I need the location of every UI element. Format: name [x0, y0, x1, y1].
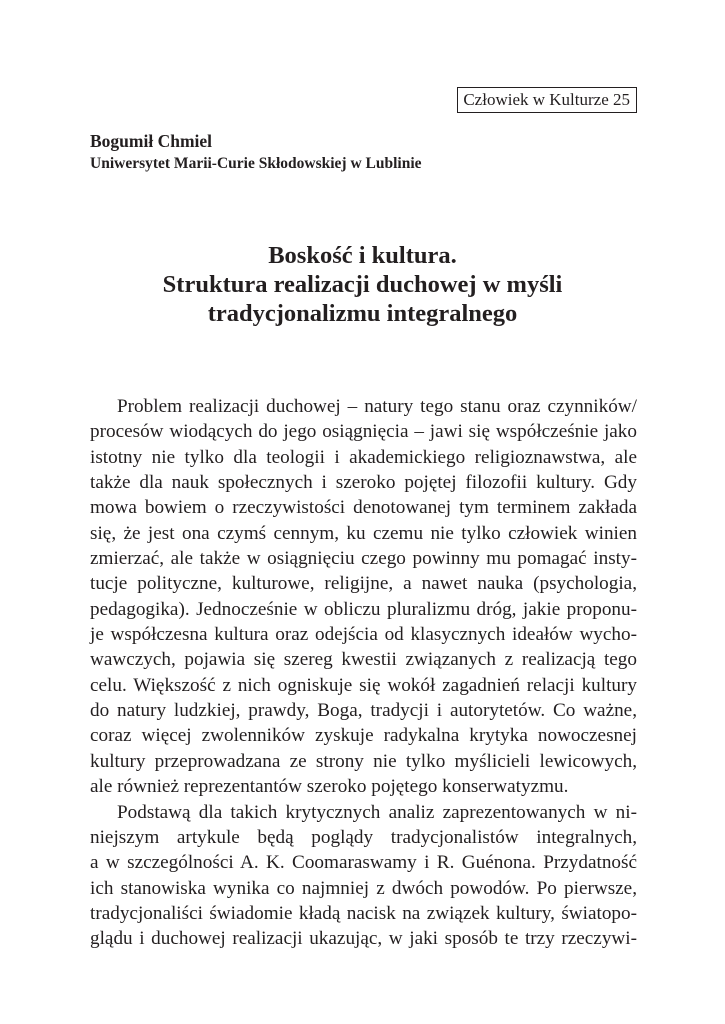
body-line: istotny nie tylko dla teologii i akademickiego religioznawstwa, ale — [90, 446, 637, 468]
body-line: niejszym artykule będą poglądy tradycjonalistów integralnych, — [90, 826, 637, 848]
body-line: się, że jest ona czymś cennym, ku czemu nie tylko człowiek winien — [90, 522, 637, 544]
body-line: Problem realizacji duchowej – natury tego stanu oraz czynników/ — [117, 396, 637, 417]
body-line: glądu i duchowej realizacji ukazując, w jaki sposób te trzy rzeczywi- — [90, 928, 637, 950]
title-line: tradycjonalizmu integralnego — [207, 300, 518, 327]
body-line: tradycjonaliści świadomie kładą nacisk na związek kultury, światopo- — [90, 902, 637, 924]
body-line: pedagogika). Jednocześnie w obliczu pluralizmu dróg, jakie proponu- — [90, 598, 637, 620]
body-line: wawczych, pojawia się szereg kwestii związanych z realizacją tego — [90, 649, 637, 671]
body-line: a w szczególności A. K. Coomaraswamy i R. Guénona. Przydatność — [90, 852, 637, 874]
body-line: ich stanowiska wynika co najmniej z dwóch powodów. Po pierwsze, — [90, 877, 637, 899]
body-line: coraz więcej zwolenników zyskuje radykalna krytyka nowoczesnej — [90, 725, 637, 747]
title-line: Struktura realizacji duchowej w myśli — [162, 271, 563, 298]
title-line: Boskość i kultura. — [268, 242, 457, 269]
article-title — [80, 241, 645, 328]
author-name: Bogumił Chmiel — [90, 131, 213, 151]
author-affiliation: Uniwersytet Marii-Curie Skłodowskiej w Lublinie — [90, 155, 422, 172]
body-line: procesów wiodących do jego osiągnięcia – jawi się współcześnie jako — [90, 421, 637, 443]
body-line: do natury ludzkiej, prawdy, Boga, tradycji i autorytetów. Co ważne, — [90, 700, 637, 722]
body-line: celu. Większość z nich ogniskuje się wokół zagadnień relacji kultury — [90, 674, 637, 696]
body-line: zmierzać, ale także w osiągnięciu czego powinny mu pomagać insty- — [90, 548, 637, 570]
body-line: Podstawą dla takich krytycznych analiz zaprezentowanych w ni- — [117, 801, 637, 823]
body-line: kultury przeprowadzana ze strony nie tylko myślicieli lewicowych, — [90, 750, 637, 772]
body-line: ale również reprezentantów szeroko pojętego konserwatyzmu. — [90, 776, 569, 798]
body-line: je współczesna kultura oraz odejścia od klasycznych ideałów wycho- — [90, 624, 637, 646]
journal-header-box: Człowiek w Kulturze 25 — [457, 87, 637, 113]
body-line: tucje polityczne, kulturowe, religijne, a nawet nauka (psychologia, — [90, 573, 637, 595]
article-body — [90, 394, 637, 952]
body-line: także dla nauk społecznych i szeroko pojętej filozofii kultury. Gdy — [90, 472, 637, 494]
body-line: mowa bowiem o rzeczywistości denotowanej tym terminem zakłada — [90, 497, 637, 519]
